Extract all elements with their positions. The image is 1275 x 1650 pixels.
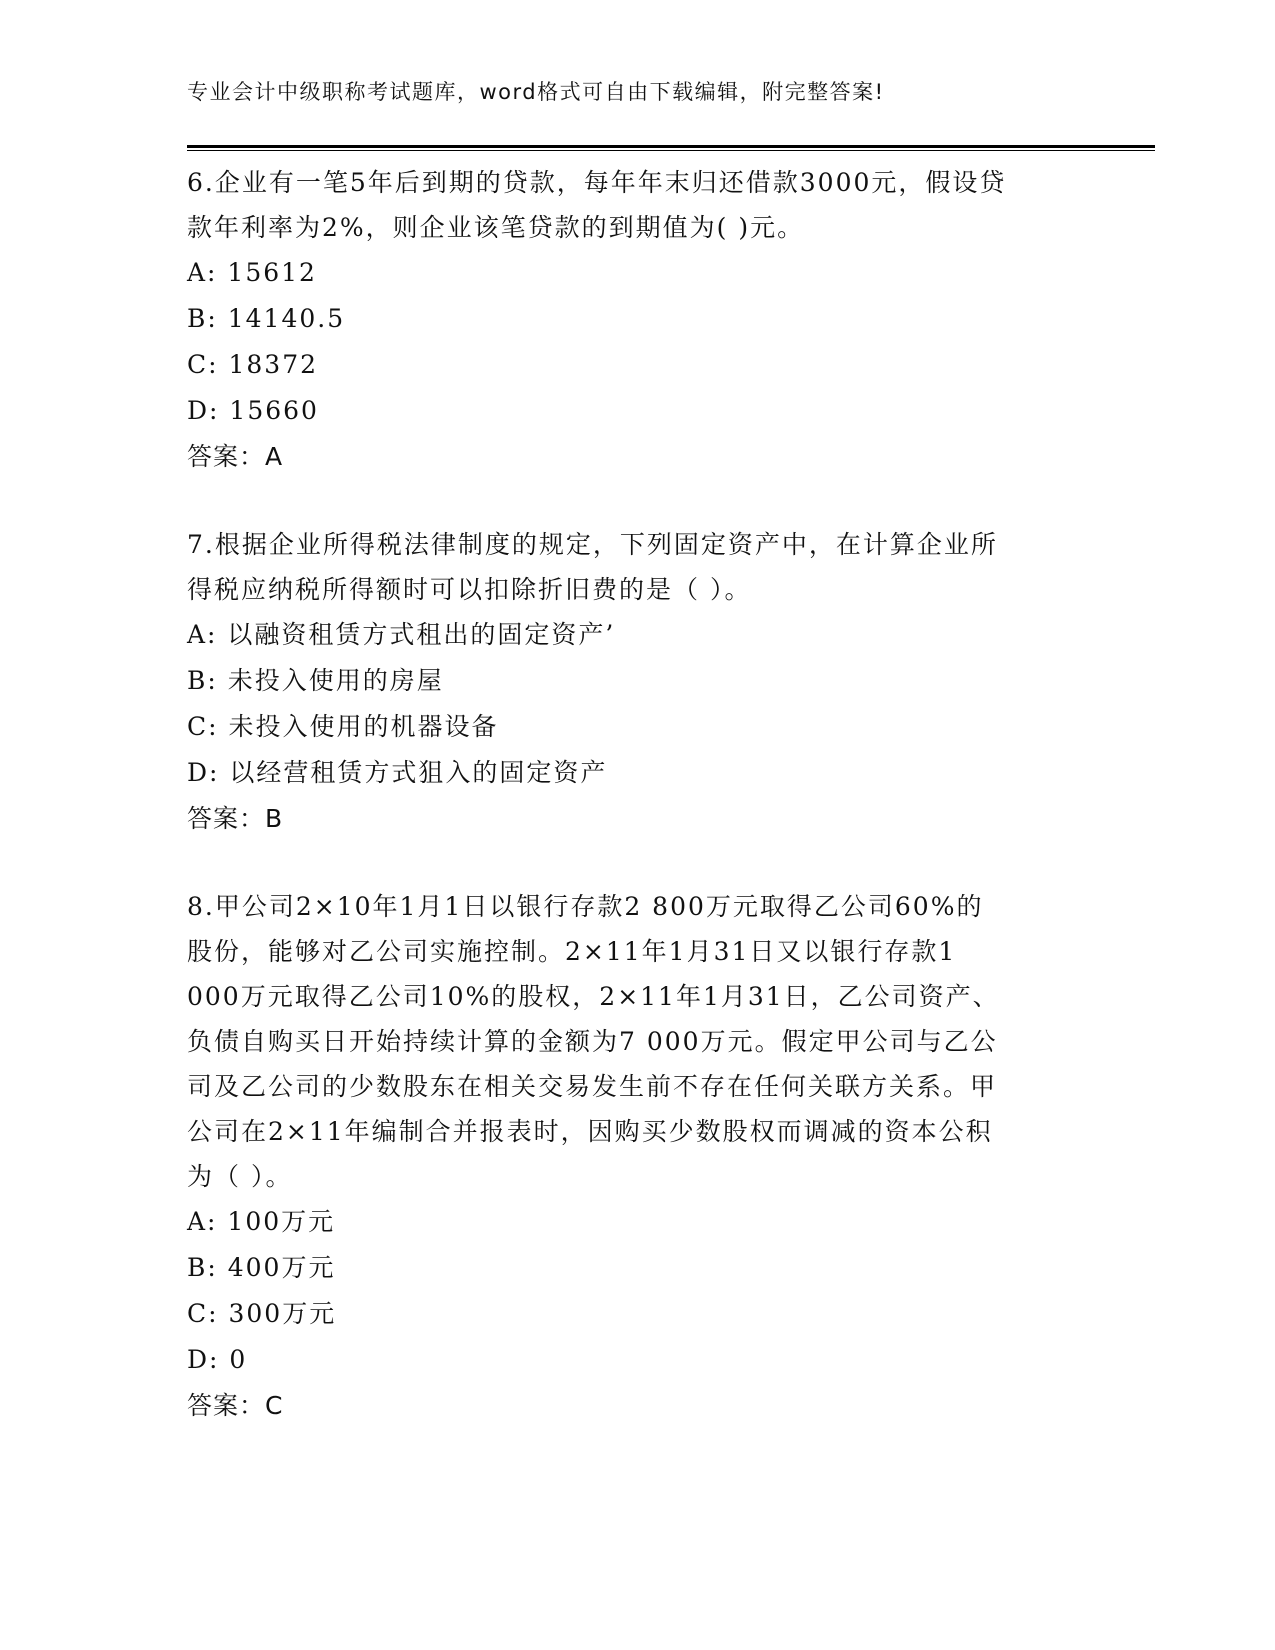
option-d: D: 0 [187, 1345, 248, 1374]
question-stem-line: 股份，能够对乙公司实施控制。2×11年1月31日又以银行存款1 [187, 937, 957, 966]
option-a: A: 以融资租赁方式租出的固定资产’ [187, 620, 616, 649]
question-stem-line: 7.根据企业所得税法律制度的规定，下列固定资产中，在计算企业所 [187, 530, 998, 559]
question-stem-line: 000万元取得乙公司10%的股权，2×11年1月31日，乙公司资产、 [187, 982, 1000, 1011]
question-stem-line: 司及乙公司的少数股东在相关交易发生前不存在任何关联方关系。甲 [187, 1072, 998, 1101]
option-d: D: 以经营租赁方式狙入的固定资产 [187, 758, 608, 787]
option-b: B: 14140.5 [187, 304, 346, 333]
option-a: A: 15612 [187, 258, 317, 287]
answer-line: 答案：A [187, 442, 284, 471]
question-stem-line: 得税应纳税所得额时可以扣除折旧费的是（ ）。 [187, 575, 752, 604]
option-c: C: 18372 [187, 350, 319, 379]
option-a: A: 100万元 [187, 1207, 336, 1236]
question-stem-line: 款年利率为2%，则企业该笔贷款的到期值为( )元。 [187, 213, 805, 242]
option-c: C: 未投入使用的机器设备 [187, 712, 499, 741]
question-stem-line: 8.甲公司2×10年1月1日以银行存款2 800万元取得乙公司60%的 [187, 892, 984, 921]
question-stem-line: 6.企业有一笔5年后到期的贷款，每年年末归还借款3000元，假设贷 [187, 168, 1007, 197]
question-6 [187, 160, 1087, 480]
answer-line: 答案：C [187, 1391, 284, 1420]
option-b: B: 未投入使用的房屋 [187, 666, 444, 695]
question-stem-line: 为（ ）。 [187, 1162, 293, 1191]
header-note: 专业会计中级职称考试题库，word格式可自由下载编辑，附完整答案! [187, 80, 885, 104]
header-rule-thin [187, 150, 1155, 151]
option-c: C: 300万元 [187, 1299, 337, 1328]
question-7 [187, 522, 1087, 842]
question-8 [187, 884, 1087, 1429]
question-stem-line: 负债自购买日开始持续计算的金额为7 000万元。假定甲公司与乙公 [187, 1027, 998, 1056]
option-d: D: 15660 [187, 396, 319, 425]
question-list [187, 160, 1087, 1429]
option-b: B: 400万元 [187, 1253, 336, 1282]
header-rule-thick [187, 145, 1155, 148]
answer-line: 答案：B [187, 804, 284, 833]
question-stem-line: 公司在2×11年编制合并报表时，因购买少数股权而调减的资本公积 [187, 1117, 993, 1146]
